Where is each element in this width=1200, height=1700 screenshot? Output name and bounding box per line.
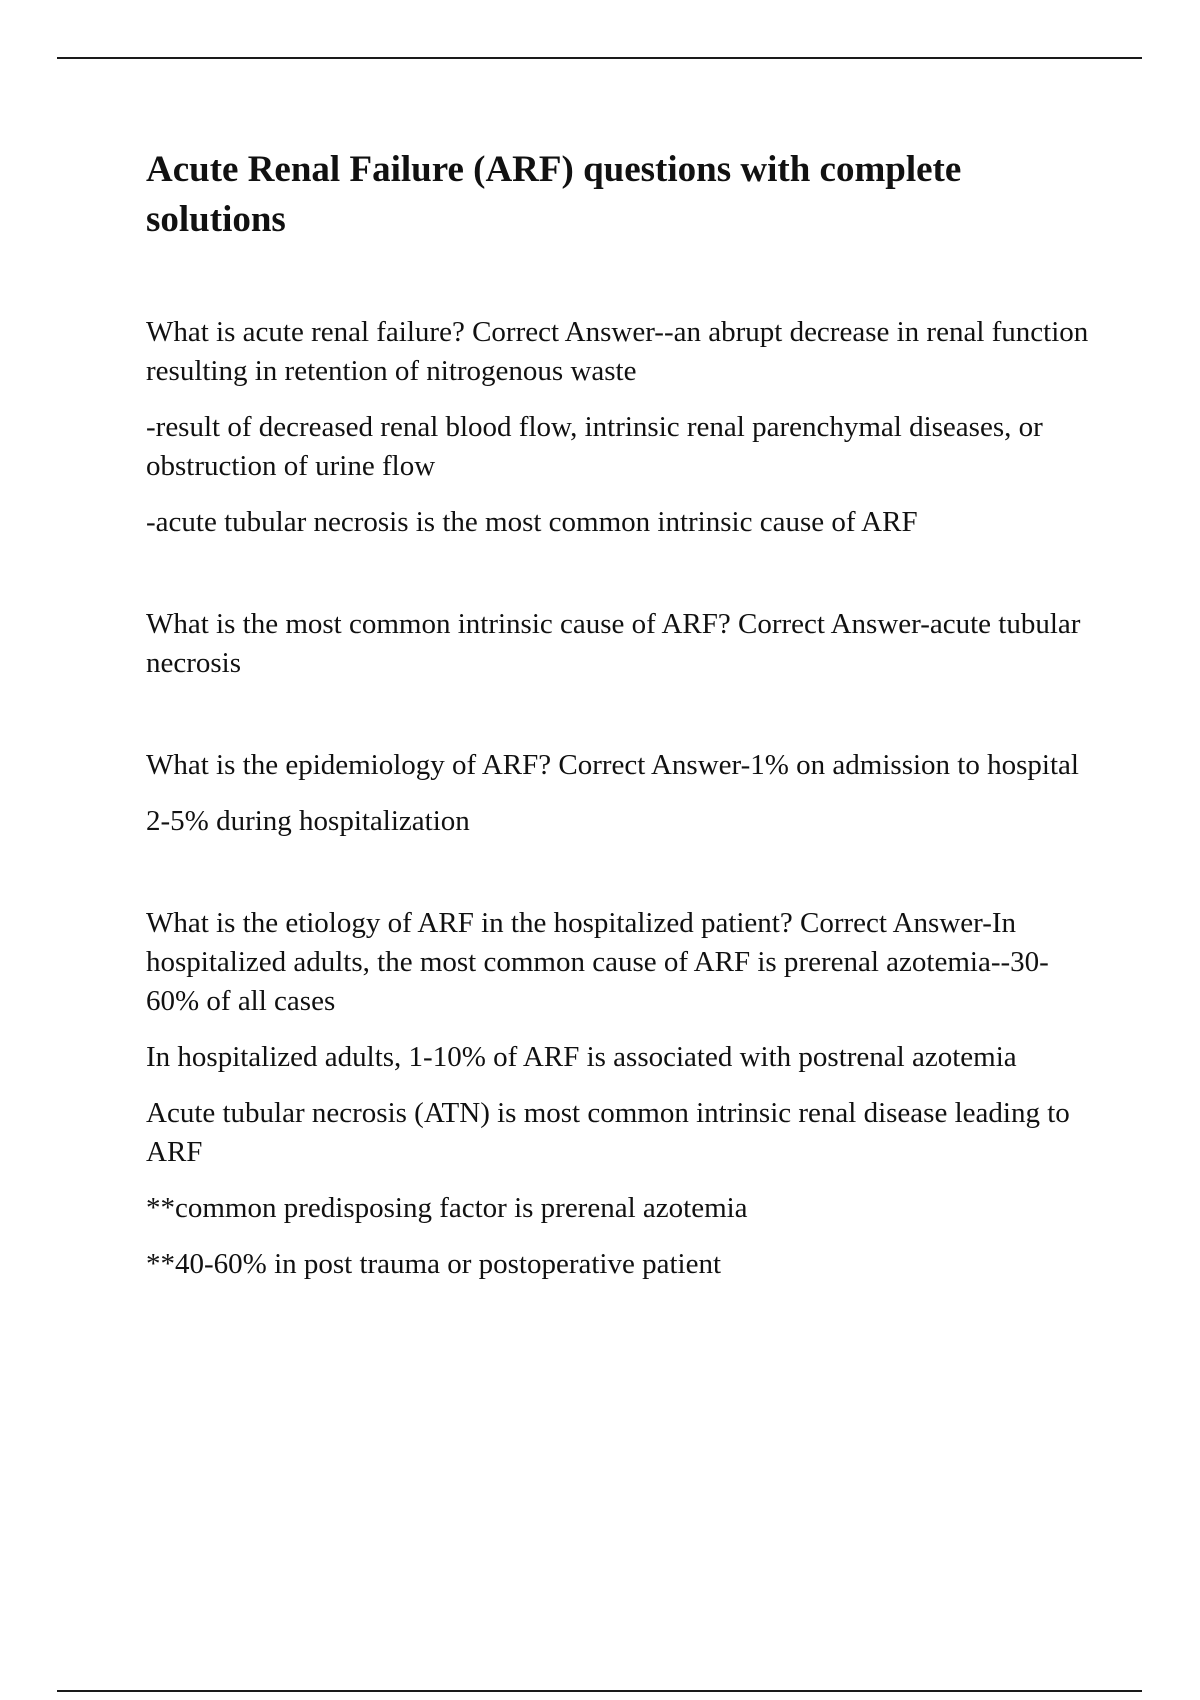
qa-block-etiology (146, 904, 1096, 1284)
footer-rule (57, 1690, 1142, 1692)
qa-paragraph: What is the etiology of ARF in the hospitalized patient? Correct Answer-In hospitalized adults, the most common cause of ARF is prerenal azotemia--30-60% of all cases (146, 907, 1049, 1017)
header-rule (57, 57, 1142, 59)
qa-paragraph: In hospitalized adults, 1-10% of ARF is associated with postrenal azotemia (146, 1041, 1017, 1073)
qa-block-acute-renal-failure-definition (146, 313, 1096, 542)
qa-paragraph: 2-5% during hospitalization (146, 805, 470, 837)
qa-paragraph: What is the epidemiology of ARF? Correct Answer-1% on admission to hospital (146, 749, 1079, 781)
qa-block-intrinsic-cause (146, 605, 1096, 683)
document-title: Acute Renal Failure (ARF) questions with complete solutions (146, 149, 962, 240)
qa-paragraph: **40-60% in post trauma or postoperative patient (146, 1248, 722, 1280)
document-body (146, 145, 1096, 1347)
qa-list (146, 313, 1096, 1284)
qa-paragraph: Acute tubular necrosis (ATN) is most common intrinsic renal disease leading to ARF (146, 1097, 1070, 1168)
qa-paragraph: What is acute renal failure? Correct Answer--an abrupt decrease in renal function resulting in retention of nitrogenous waste (146, 316, 1089, 387)
qa-paragraph: -result of decreased renal blood flow, intrinsic renal parenchymal diseases, or obstruction of urine flow (146, 411, 1043, 482)
qa-paragraph: **common predisposing factor is prerenal azotemia (146, 1192, 748, 1224)
qa-paragraph: -acute tubular necrosis is the most common intrinsic cause of ARF (146, 506, 918, 538)
qa-block-epidemiology (146, 746, 1096, 841)
qa-paragraph: What is the most common intrinsic cause of ARF? Correct Answer-acute tubular necrosis (146, 608, 1081, 679)
